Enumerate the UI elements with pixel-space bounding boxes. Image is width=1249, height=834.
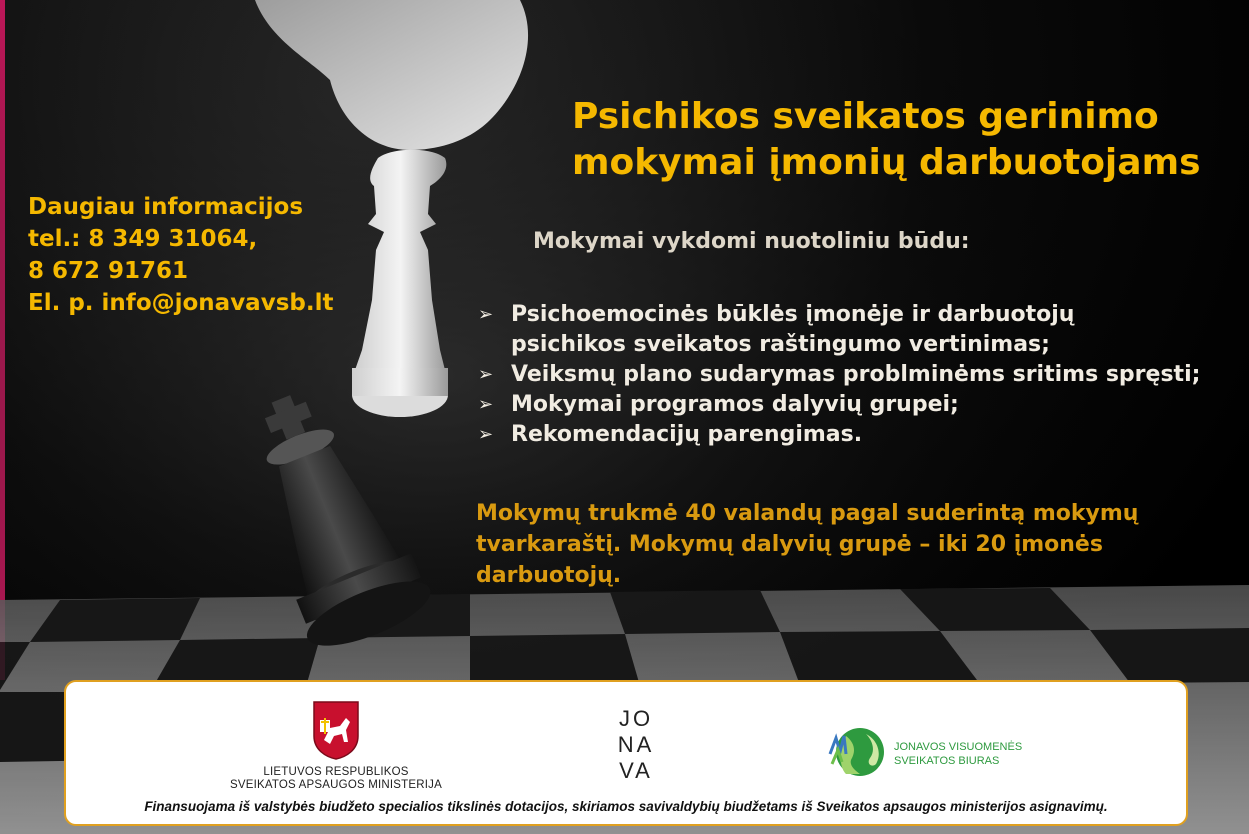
arrow-bullet-icon: ➢ xyxy=(478,394,494,415)
jvsb-name xyxy=(894,740,1022,768)
contact-info xyxy=(28,191,333,319)
jvsb-name-line-2: SVEIKATOS BIURAS xyxy=(894,755,1000,767)
training-steps-list xyxy=(476,300,1246,450)
ministry-name-line-1: LIETUVOS RESPUBLIKOS xyxy=(263,766,409,778)
jonava-logo-letters: JO xyxy=(618,706,654,731)
jonava-logo-letters: VA xyxy=(619,758,653,782)
duration-line-3: darbuotojų. xyxy=(476,563,622,588)
title-line-2: mokymai įmonių darbuotojams xyxy=(572,142,1201,183)
duration-line-1: Mokymų trukmė 40 valandų pagal suderintą mokymų xyxy=(476,501,1139,526)
poster-title xyxy=(572,94,1242,186)
contact-phone-2: 8 672 91761 xyxy=(28,258,189,284)
funding-note: Finansuojama iš valstybės biudžeto specialios tikslinės dotacijos, skiriamos savivaldybių biudžetams iš Sveikatos apsaugos ministerijos asignavimų. xyxy=(144,799,1108,814)
arrow-bullet-icon: ➢ xyxy=(478,364,494,385)
list-item xyxy=(476,360,1246,390)
list-item-text: psichikos sveikatos raštingumo vertinimas; xyxy=(511,332,1050,357)
ministry-name xyxy=(221,766,451,792)
jonava-logo-letters: NA xyxy=(617,732,655,757)
arrow-bullet-icon: ➢ xyxy=(478,304,494,325)
list-item-text: Mokymai programos dalyvių grupei; xyxy=(511,392,959,417)
training-mode-subtitle: Mokymai vykdomi nuotoliniu būdu: xyxy=(533,229,970,254)
contact-heading: Daugiau informacijos xyxy=(28,194,304,220)
list-item-text: Psichoemocinės būklės įmonėje ir darbuotojų xyxy=(511,302,1075,327)
arrow-bullet-icon: ➢ xyxy=(478,424,494,445)
jvsb-logo-block xyxy=(826,724,1066,780)
duration-line-2: tvarkaraštį. Mokymų dalyvių grupė – iki 20 įmonės xyxy=(476,532,1103,557)
training-duration-note xyxy=(476,498,1216,591)
jvsb-name-line-1: JONAVOS VISUOMENĖS xyxy=(894,741,1023,753)
jonava-logo xyxy=(606,702,666,782)
lithuania-coat-of-arms-icon xyxy=(312,700,360,760)
contact-email: El. p. info@jonavavsb.lt xyxy=(28,290,334,316)
ministry-logo-block xyxy=(221,700,451,792)
list-item xyxy=(476,300,1246,360)
list-item xyxy=(476,420,1246,450)
list-item xyxy=(476,390,1246,420)
title-line-1: Psichikos sveikatos gerinimo xyxy=(572,96,1159,137)
list-item-text: Veiksmų plano sudarymas problminėms sritims spręsti; xyxy=(511,362,1201,387)
sponsor-footer xyxy=(64,680,1188,826)
list-item-text: Rekomendacijų parengimas. xyxy=(511,422,863,447)
contact-phone-1: tel.: 8 349 31064, xyxy=(28,226,258,252)
globe-hands-icon xyxy=(826,724,888,780)
ministry-name-line-2: SVEIKATOS APSAUGOS MINISTERIJA xyxy=(230,779,442,791)
